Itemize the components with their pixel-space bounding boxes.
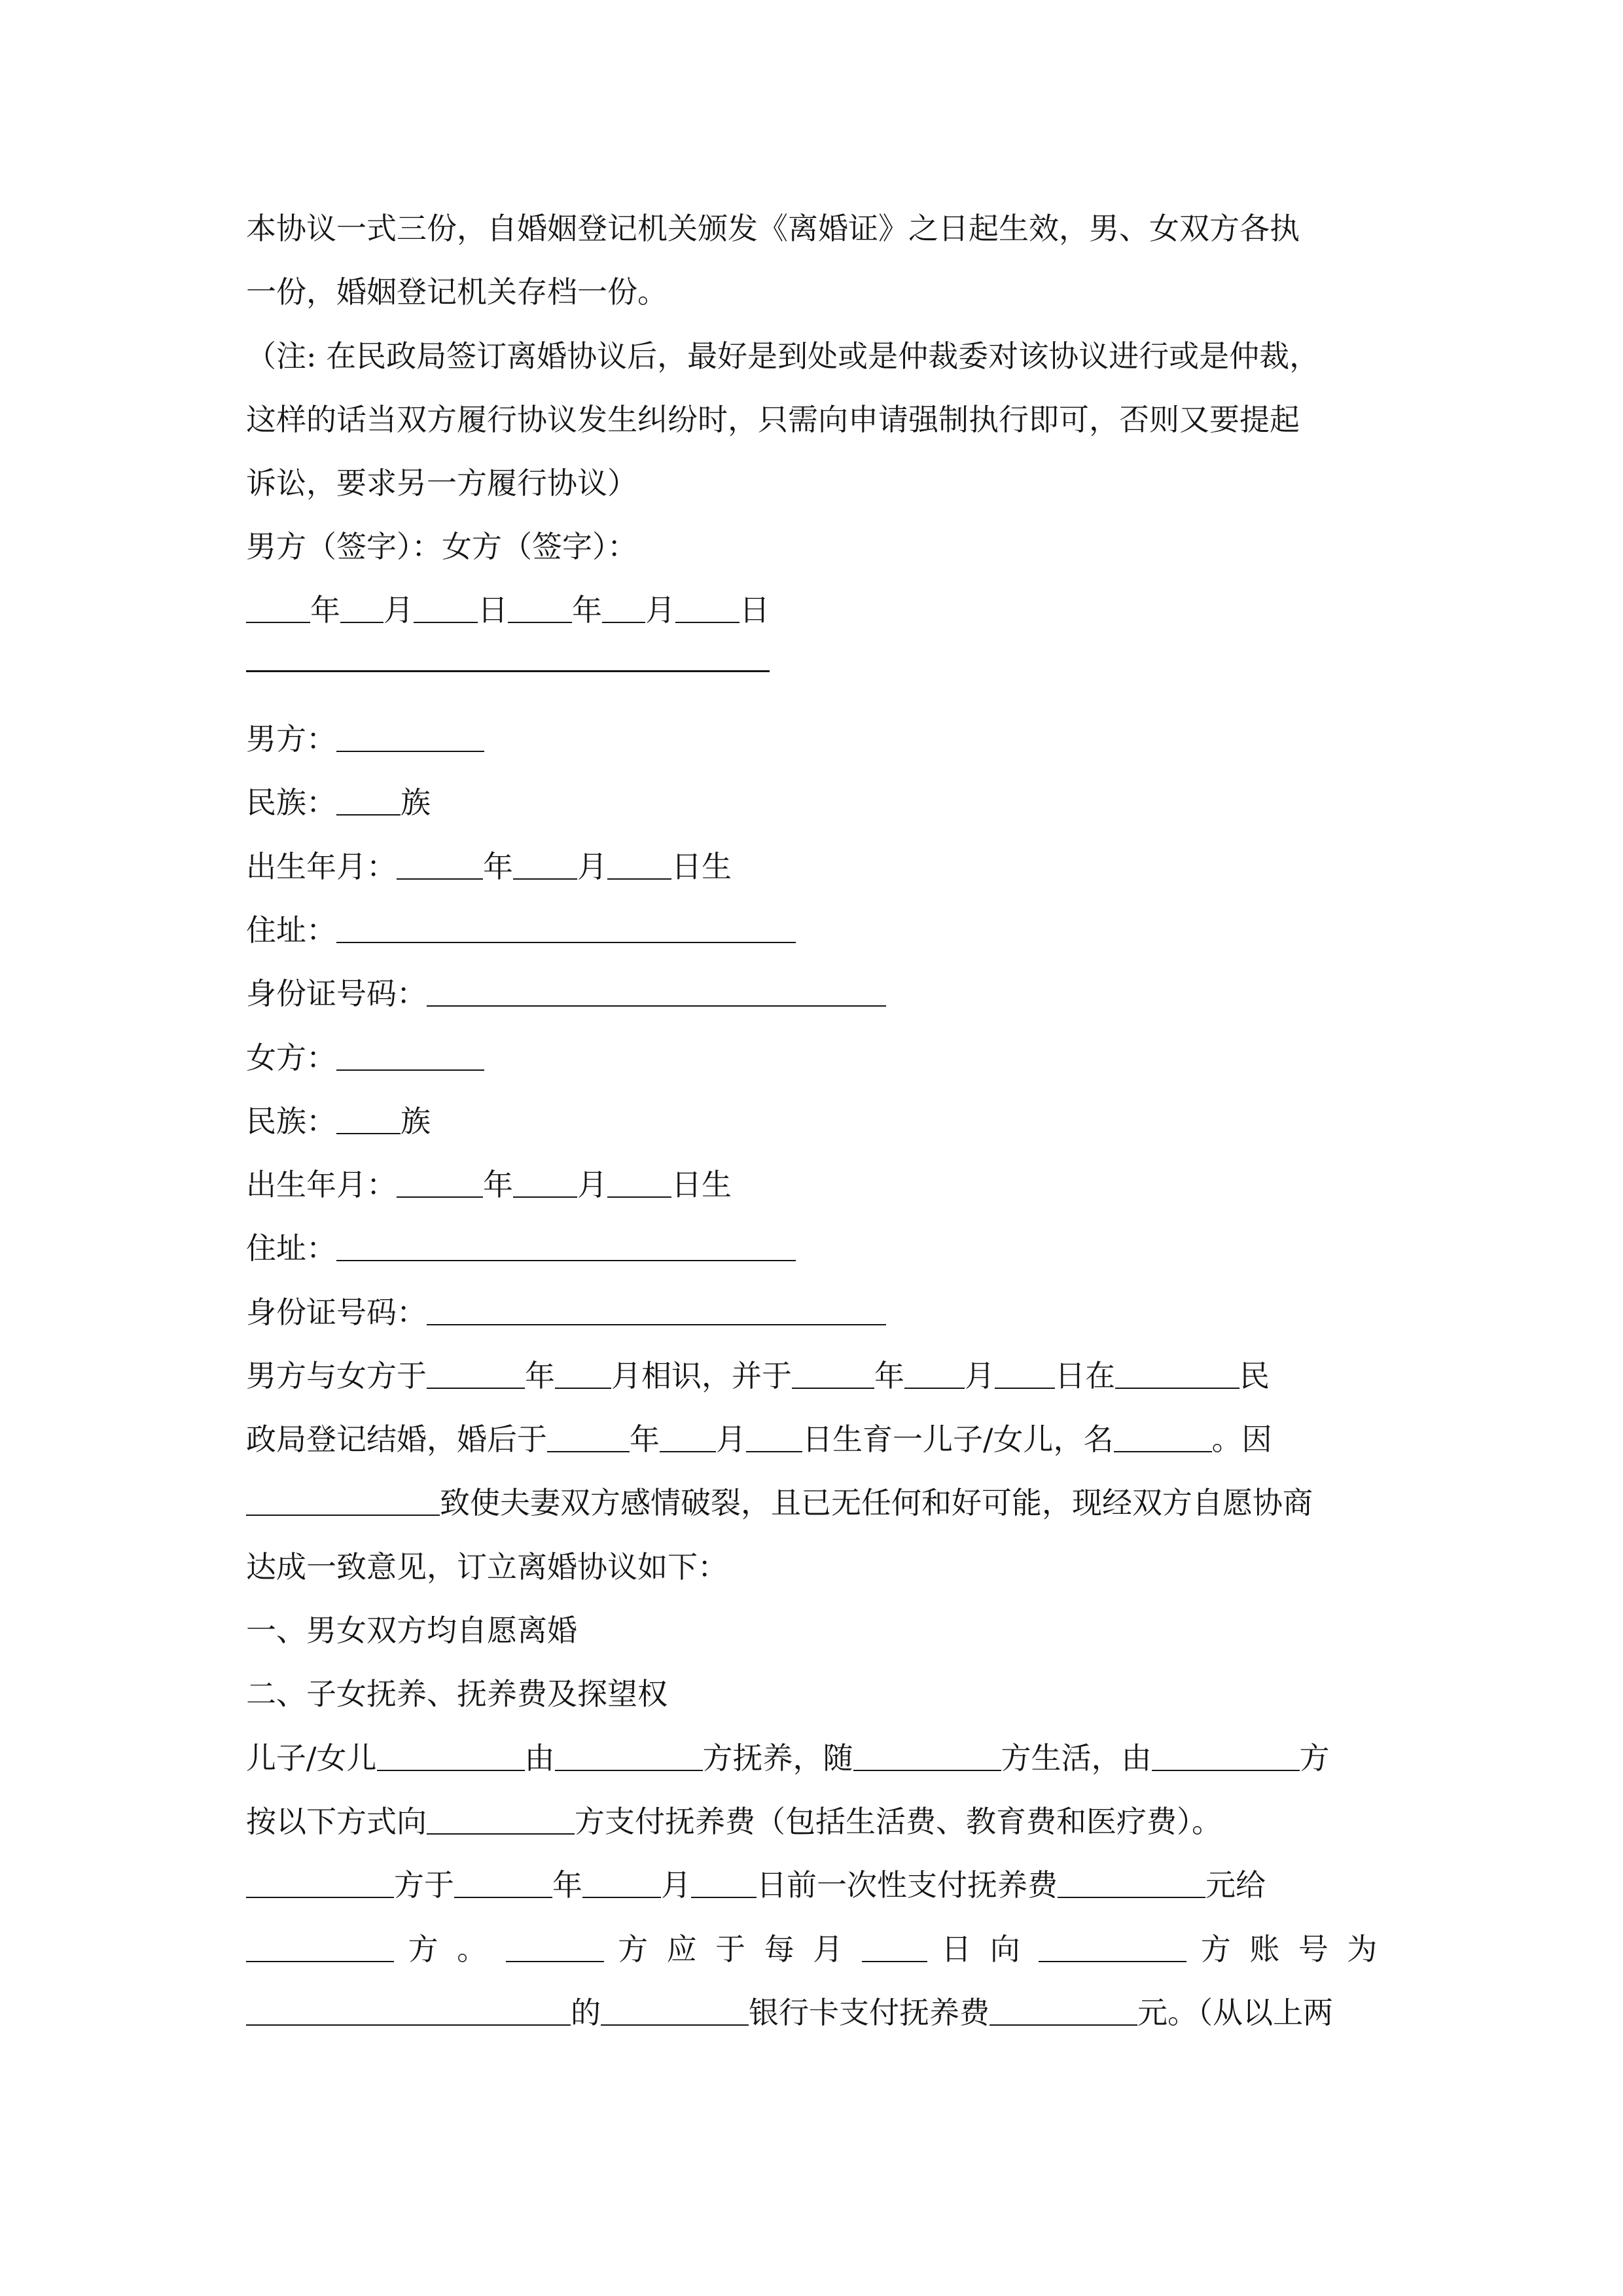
husband-birth-line: 出生年月： 年 月 日生 bbox=[246, 849, 732, 884]
note-line-2: 这样的话当双方履行协议发生纠纷时，只需向申请强制执行即可，否则又要提起 bbox=[246, 402, 1300, 437]
intro-line-3: 致使夫妻双方感情破裂，且已无任何和好可能，现经双方自愿协商 bbox=[246, 1480, 1377, 1526]
husband-name-line: 男方： bbox=[246, 716, 1377, 762]
effect-clause-line-2: 一份，婚姻登记机关存档一份。 bbox=[246, 274, 668, 310]
signature-line: 男方（签字）：女方（签字）： bbox=[246, 529, 637, 564]
wife-id-line: 身份证号码： bbox=[246, 1289, 1377, 1335]
custody-line-3: 方于 年 月 日前一次性支付抚养费 元给 bbox=[246, 1862, 1377, 1908]
husband-ethnicity-line: 民族： 族 bbox=[246, 785, 431, 820]
note-line-3: 诉讼，要求另一方履行协议） bbox=[246, 465, 637, 501]
wife-ethnicity-line: 民族： 族 bbox=[246, 1103, 431, 1139]
custody-line-1: 儿子/女儿 由 方抚养，随 方生活，由 方 bbox=[246, 1740, 1330, 1776]
intro-line-4: 达成一致意见，订立离婚协议如下： bbox=[246, 1549, 728, 1585]
wife-name-line: 女方： bbox=[246, 1035, 1377, 1081]
clause-2-heading: 二、子女抚养、抚养费及探望权 bbox=[246, 1676, 668, 1712]
husband-address-line: 住址： bbox=[246, 907, 1377, 953]
intro-line-2: 政局登记结婚，婚后于 年 月 日生育一儿子/女儿，名 。因 bbox=[246, 1422, 1272, 1457]
separator-rule bbox=[246, 670, 770, 672]
intro-line-1: 男方与女方于 年 月相识，并于 年 月 日在 民 bbox=[246, 1358, 1270, 1393]
custody-line-2: 按以下方式向 方支付抚养费（包括生活费、教育费和医疗费）。 bbox=[246, 1804, 1222, 1839]
effect-clause-line-1: 本协议一式三份，自婚姻登记机关颁发《离婚证》之日起生效，男、女双方各执 bbox=[246, 211, 1300, 246]
wife-birth-line: 出生年月： 年 月 日生 bbox=[246, 1167, 732, 1202]
note-line-1: （注: 在民政局签订离婚协议后，最好是到处或是仲裁委对该协议进行或是仲裁， bbox=[246, 338, 1320, 374]
signature-date-line: 年 月 日 年 月 日 bbox=[246, 587, 1377, 633]
custody-line-4: 方 。 方 应 于 每 月 日 向 方 账 号 为 bbox=[246, 1926, 1377, 1972]
custody-line-5: 的 银行卡支付抚养费 元。（从以上两 bbox=[246, 1990, 1377, 2036]
husband-id-line: 身份证号码： bbox=[246, 971, 1377, 1016]
clause-1: 一、男女双方均自愿离婚 bbox=[246, 1613, 577, 1648]
wife-address-line: 住址： bbox=[246, 1225, 1377, 1271]
